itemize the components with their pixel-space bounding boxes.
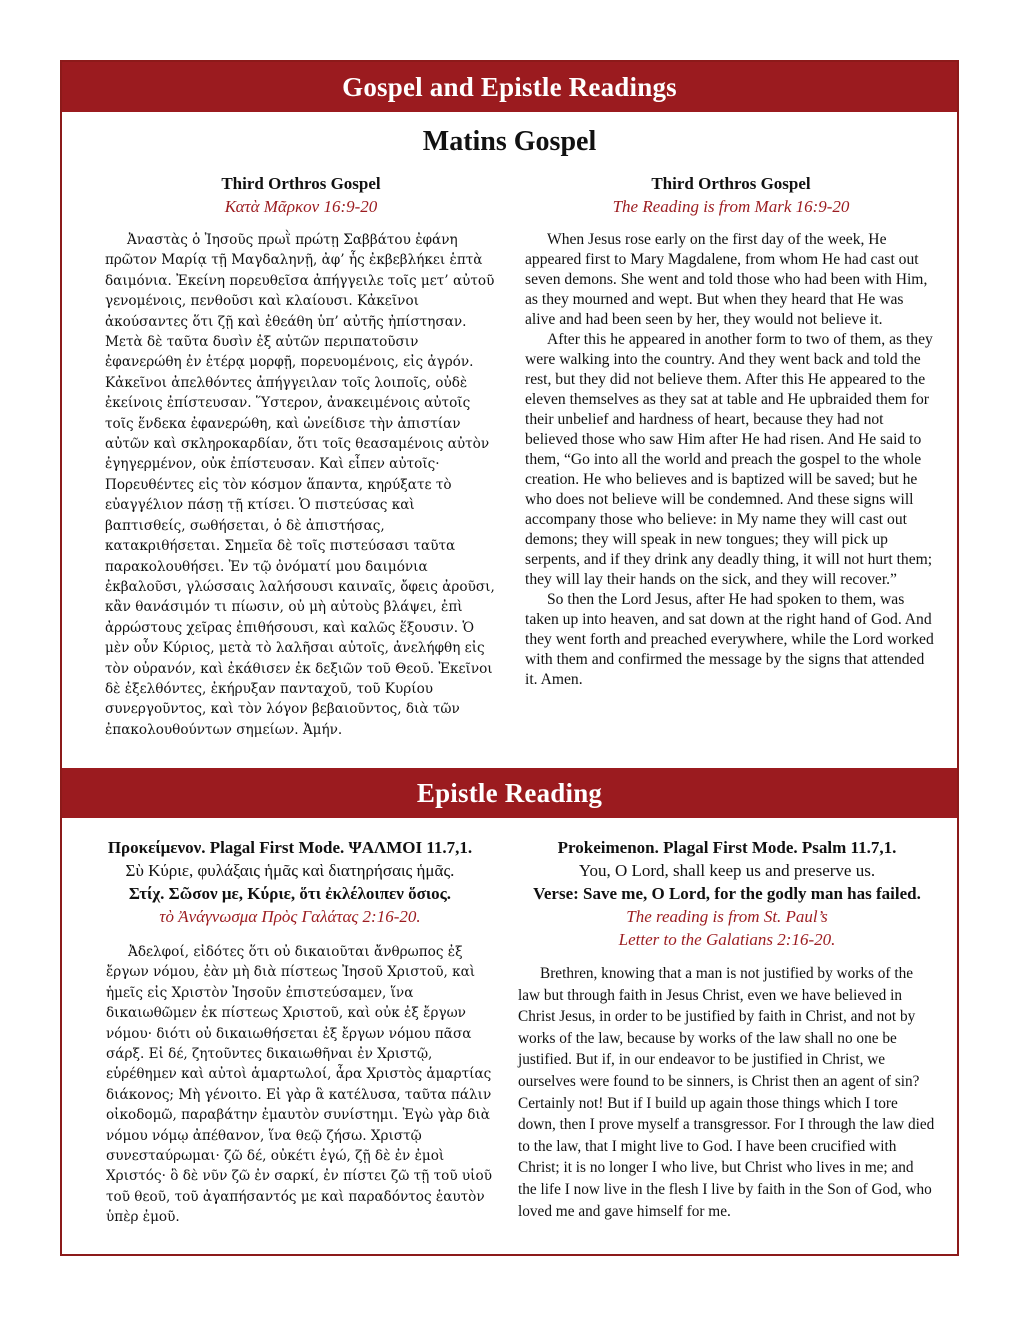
epistle-greek-prokeimenon: Προκείμενον. Plagal First Mode. ΨΑΛΜΟΙ 11.7,1. [107,838,473,857]
matins-greek-title: Third Orthros Gospel [221,174,381,193]
matins-english-paragraph-1: When Jesus rose early on the first day of the week, He appeared first to Mary Magdalene, from whom He had cast out seven demons. She went and told those who had been with Him, as they mourned and wept. But when they heard that He was alive and had been seen by her, they would not believe it. [525,231,928,328]
matins-greek-body [105,230,497,740]
epistle-greek-heading [84,836,496,928]
epistle-english-column [518,836,936,1222]
matins-english-heading [525,172,937,218]
epistle-greek-column [84,836,496,1228]
readings-frame [60,60,959,1256]
epistle-header: Epistle Reading [62,768,957,818]
epistle-english-verse: Verse: Save me, O Lord, for the godly man has failed. [533,884,921,903]
epistle-greek-text: Ἀδελφοί, εἰδότες ὅτι οὐ δικαιοῦται ἄνθρωπος ἐξ ἔργων νόμου, ἐὰν μὴ διὰ πίστεως Ἰησοῦ Χριστοῦ, καὶ ἡμεῖς εἰς Χριστὸν Ἰησοῦν ἐπιστεύσαμεν, ἵνα δικαιωθῶμεν ἐκ πίστεως Χριστοῦ, καὶ οὐκ ἐξ ἔργων νόμου· διότι οὐ δικαιωθήσεται ἐξ ἔργων νόμου πᾶσα σάρξ. Εἰ δέ, ζητοῦντες δικαιωθῆναι ἐν Χριστῷ, εὑρέθημεν καὶ αὐτοὶ ἁμαρτωλοί, ἆρα Χριστὸς ἁμαρτίας διάκονος; Μὴ γένοιτο. Εἰ γὰρ ἃ κατέλυσα, ταῦτα πάλιν οἰκοδομῶ, παραβάτην ἐμαυτὸν συνίστημι. Ἐγὼ γὰρ διὰ νόμου νόμῳ ἀπέθανον, ἵνα θεῷ ζήσω. Χριστῷ συνεσταύρωμαι· ζῶ δέ, οὐκέτι ἐγώ, ζῇ δὲ ἐν ἐμοὶ Χριστός· ὃ δὲ νῦν ζῶ ἐν σαρκί, ἐν πίστει ζῶ τῇ τοῦ υἱοῦ τοῦ θεοῦ, τοῦ ἀγαπήσαντός με καὶ παραδόντος ἑαυτὸν ὑπὲρ ἐμοῦ. [106,944,492,1226]
matins-greek-column [105,172,497,740]
epistle-english-reference-1: The reading is from St. Paul’s [626,907,828,926]
epistle-english-line: You, O Lord, shall keep us and preserve us. [578,861,876,880]
matins-title: Matins Gospel [422,126,597,157]
matins-english-column [525,172,937,690]
epistle-english-text: Brethren, knowing that a man is not justified by works of the law but through faith in Jesus Christ, even we have believed in Christ Jesus, in order to be justified by faith in Christ, and not by works of the law, because by works of the law shall no one be justified. But if, in our endeavor to be justified in Christ, we ourselves were found to be sinners, is Christ then an agent of sin? Certainly not! But if I build up again those things which I tore down, then I prove myself a transgressor. For I through the law died to the law, that I might live to God. I have been crucified with Christ; it is no longer I who live, but Christ who lives in me; and the life I now live in the flesh I live by faith in the Son of God, who loved me and gave himself for me. [518,965,935,1220]
matins-english-body [525,230,937,690]
matins-greek-heading [105,172,497,218]
matins-english-title: Third Orthros Gospel [651,174,811,193]
epistle-greek-line: Σὺ Κύριε, φυλάξαις ἡμᾶς καὶ διατηρήσαις ἡμᾶς. [125,861,455,880]
matins-greek-text: Ἀναστὰς ὁ Ἰησοῦς πρωῒ πρώτῃ Σαββάτου ἐφάνη πρῶτον Μαρίᾳ τῇ Μαγδαληνῇ, ἀφ’ ἧς ἐκβεβλήκει ἑπτὰ δαιμόνια. Ἐκείνη πορευθεῖσα ἀπήγγειλε τοῖς μετ’ αὐτοῦ γενομένοις, πενθοῦσι καὶ κλαίουσι. Κἀκεῖνοι ἀκούσαντες ὅτι ζῇ καὶ ἐθεάθη ὑπ’ αὐτῆς ἠπίστησαν. Μετὰ δὲ ταῦτα δυσὶν ἐξ αὐτῶν περιπατοῦσιν ἐφανερώθη ἐν ἑτέρᾳ μορφῇ, πορευομένοις, εἰς ἀγρόν. Κἀκεῖνοι ἀπελθόντες ἀπήγγειλαν τοῖς λοιποῖς, οὐδὲ ἐκείνοις ἐπίστευσαν. Ὕστερον, ἀνακειμένοις αὐτοῖς τοῖς ἕνδεκα ἐφανερώθη, καὶ ὠνείδισε τὴν ἀπιστίαν αὐτῶν καὶ σκληροκαρδίαν, ὅτι τοῖς θεασαμένοις αὐτὸν ἐγηγερμένον, οὐκ ἐπίστευσαν. Καὶ εἶπεν αὐτοῖς· Πορευθέντες εἰς τὸν κόσμον ἅπαντα, κηρύξατε τὸ εὐαγγέλιον πάσῃ τῇ κτίσει. Ὁ πιστεύσας καὶ βαπτισθείς, σωθήσεται, ὁ δὲ ἀπιστήσας, κατακριθήσεται. Σημεῖα δὲ τοῖς πιστεύσασι ταῦτα παρακολουθήσει. Ἐν τῷ ὀνόματί μου δαιμόνια ἐκβαλοῦσι, γλώσσαις λαλήσουσι καιναῖς, ὄφεις ἀροῦσι, κἂν θανάσιμόν τι πίωσιν, οὐ μὴ αὐτοὺς βλάψει, ἐπὶ ἀρρώστους χεῖρας ἐπιθήσουσι, καὶ καλῶς ἕξουσιν. Ὁ μὲν οὖν Κύριος, μετὰ τὸ λαλῆσαι αὐτοῖς, ἀνελήφθη εἰς τὸν οὐρανόν, καὶ ἐκάθισεν ἐκ δεξιῶν τοῦ Θεοῦ. Ἐκεῖνοι δὲ ἐξελθόντες, ἐκήρυξαν πανταχοῦ, τοῦ Κυρίου συνεργοῦντος, καὶ τὸν λόγον βεβαιοῦντος, διὰ τῶν ἐπακολουθούντων σημείων. Ἀμήν. [105,232,495,738]
epistle-greek-reference: τὸ Ἀνάγνωσμα Πρὸς Γαλάτας 2:16-20. [159,907,421,926]
epistle-greek-body [84,942,496,1228]
epistle-greek-verse: Στίχ. Σῶσον με, Κύριε, ὅτι ἐκλέλοιπεν ὅσιος. [128,884,452,903]
epistle-english-prokeimenon: Prokeimenon. Plagal First Mode. Psalm 11.7,1. [557,838,897,857]
epistle-english-body [518,963,936,1222]
matins-english-reference: The Reading is from Mark 16:9-20 [612,197,850,216]
page-header: Gospel and Epistle Readings [62,62,957,112]
epistle-english-reference-2: Letter to the Galatians 2:16-20. [618,930,836,949]
matins-english-paragraph-2: After this he appeared in another form to two of them, as they were walking into the country. And they went back and told the rest, but they did not believe them. After this He appeared to the eleven themselves as they sat at table and He upbraided them for their unbelief and hardness of heart, because they had not believed those who saw Him after He had risen. And He said to them, “Go into all the world and preach the gospel to the whole creation. He who believes and is baptized will be saved; but he who does not believe will be condemned. And these signs will accompany those who believe: in My name they will cast out demons; they will speak in new tongues; they will pick up serpents, and if they drink any deadly thing, it will not hurt them; they will lay their hands on the sick, and they will recover.” [525,331,933,588]
matins-english-paragraph-3: So then the Lord Jesus, after He had spoken to them, was taken up into heaven, and sat down at the right hand of God. And they went forth and preached everywhere, while the Lord worked with them and confirmed the message by the signs that attended it. Amen. [525,591,934,688]
epistle-english-heading [518,836,936,951]
matins-greek-reference: Κατὰ Μᾶρκον 16:9-20 [224,197,378,216]
